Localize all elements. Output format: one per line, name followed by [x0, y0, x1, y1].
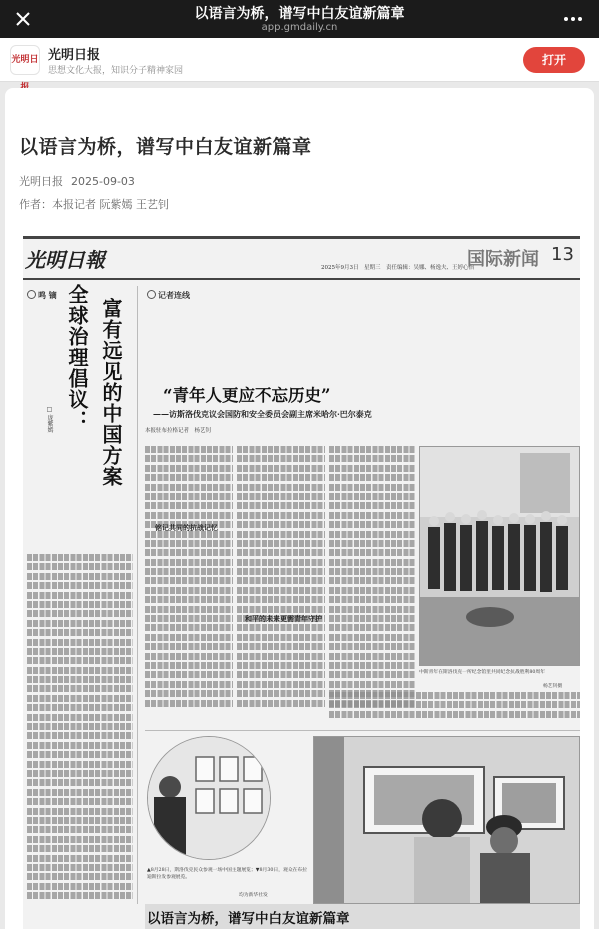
article-author: 作者：本报记者 阮紫嫣 王艺钊: [19, 198, 169, 211]
left-column-label: 鸣 镝: [27, 290, 57, 301]
group-photo[interactable]: [419, 446, 580, 666]
left-column-byline: □ 庞紫嫣: [46, 406, 53, 433]
main-story-headline: “青年人更应不忘历史”: [163, 386, 331, 405]
main-story-text-tail: [329, 692, 580, 726]
group-photo-caption: 中斯青年在斯洛伐克一所纪念馆里共同纪念抗战胜利80周年: [419, 670, 546, 675]
close-icon[interactable]: [10, 6, 36, 32]
exhibit-photo-credit: 均为新华社发: [239, 893, 268, 898]
left-headline-line1: 富有远见的中国方案: [99, 298, 123, 487]
newspaper-page-image[interactable]: [23, 236, 580, 929]
bottom-story-headline: 以语言为桥，谱写中白友谊新篇章: [147, 911, 350, 927]
column-badge-icon: [147, 290, 156, 299]
newspaper-page-number: 13: [551, 244, 574, 265]
article-title: 以语言为桥，谱写中白友谊新篇章: [19, 136, 312, 158]
group-photo-credit: 杨艺钊摄: [543, 684, 563, 689]
main-story-label: 记者连线: [147, 290, 190, 301]
column-divider: [137, 286, 138, 904]
exhibit-photo-main-illustration: [314, 737, 580, 904]
group-photo-illustration: [420, 447, 580, 666]
left-headline-line2: 全球治理倡议：: [65, 284, 89, 431]
browser-top-bar: [0, 0, 599, 38]
main-story-text-col3: [329, 446, 415, 714]
browser-url: app.gmdaily.cn: [261, 22, 338, 33]
exhibit-photo-round[interactable]: [147, 736, 271, 860]
exhibit-photo-caption: ▲8月28日，斯洛伐克民众参观一场中国主题展览；▼8月30日，观众在布拉迪斯拉发参观展览。: [147, 868, 308, 880]
main-story-subhead-1: 铭记共同的抗战记忆: [155, 523, 218, 532]
article-date: 2025-09-03: [71, 175, 135, 188]
column-badge-icon: [27, 290, 36, 299]
main-story-subhead-2: 和平的未来更需青年守护: [245, 614, 322, 623]
section-divider: [145, 730, 580, 731]
left-column-body-text: [27, 554, 133, 904]
main-story-byline: 本报驻布拉格记者 杨艺钊: [145, 428, 212, 434]
article-card: [5, 88, 594, 929]
open-app-button[interactable]: 打开: [523, 47, 585, 73]
app-slogan: 思想文化大报，知识分子精神家园: [48, 66, 184, 76]
article-source: 光明日报: [19, 175, 63, 188]
app-name: 光明日报: [48, 48, 101, 63]
newspaper-brand: 光明日報: [25, 248, 105, 272]
newspaper-dateline: 2025年9月3日 星期三 责任编辑：吴娜、杨逸夫、王婷心怡: [321, 265, 474, 271]
article-meta: [19, 173, 135, 189]
main-story-text-col1: [145, 446, 233, 714]
main-story-subheadline: ——访斯洛伐克议会国防和安全委员会副主席米哈尔·巴尔泰克: [153, 409, 372, 419]
newspaper-section: 国际新闻: [467, 249, 539, 270]
exhibit-photo-round-illustration: [148, 737, 271, 860]
exhibit-photo-main[interactable]: [313, 736, 580, 904]
browser-page-title: 以语言为桥，谱写中白友谊新篇章: [194, 6, 405, 22]
newspaper-masthead: [23, 236, 580, 280]
app-logo: 光明日: [10, 45, 40, 75]
main-story-text-col2: [237, 446, 325, 714]
app-download-banner: [0, 38, 599, 82]
more-options-icon[interactable]: [561, 7, 585, 31]
